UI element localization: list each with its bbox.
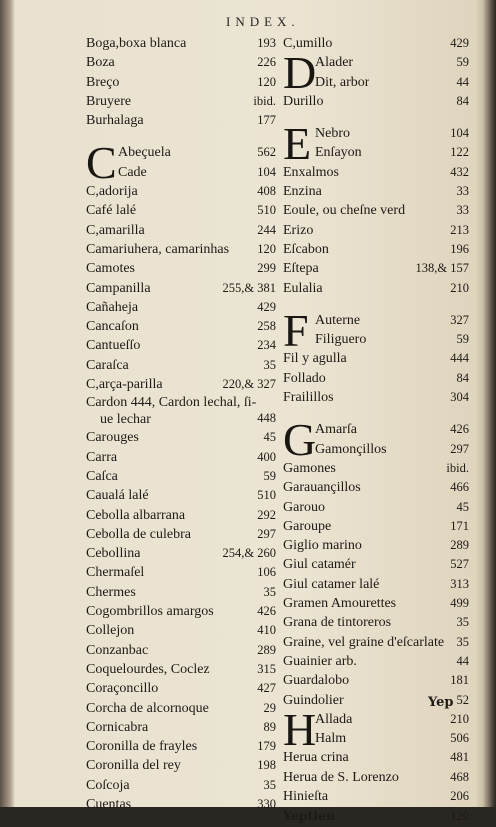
index-entry (86, 92, 276, 111)
entry-term: Coraçoncillo (86, 681, 159, 697)
entry-term: Cancaſon (86, 319, 139, 335)
index-entry (86, 756, 276, 775)
index-entry (283, 613, 469, 632)
entry-term: Halm (315, 731, 347, 747)
index-entry (86, 699, 276, 718)
entry-page-number: 315 (257, 661, 276, 676)
entry-page-number: 499 (450, 596, 469, 611)
index-entry (283, 671, 469, 690)
entry-page-number: 106 (257, 565, 276, 580)
entry-page-number: 84 (456, 370, 469, 385)
initial-letter-group (283, 118, 469, 170)
index-entry (86, 356, 276, 375)
entry-term: Giul catamér (283, 557, 356, 573)
entry-page-number: 89 (263, 719, 276, 734)
entry-page-number: 304 (450, 390, 469, 405)
entry-term: Eulalia (283, 280, 323, 296)
entry-page-number: 400 (257, 449, 276, 464)
entry-term: Cuentas (86, 796, 132, 812)
entry-term: Eſcabon (283, 241, 329, 257)
entry-page-number: 29 (263, 700, 276, 715)
index-entry (86, 563, 276, 582)
entry-term: Cade (118, 164, 147, 180)
entry-page-number: 138,& 157 (415, 261, 469, 276)
entry-term: Auterne (315, 312, 361, 328)
index-entry (283, 201, 469, 220)
entry-term: C,amarilla (86, 222, 145, 238)
index-entry (86, 221, 276, 240)
index-entry (283, 555, 469, 574)
entry-page-number: 432 (450, 164, 469, 179)
entry-term: Guindolier (283, 692, 344, 708)
book-spine-shadow (0, 0, 14, 807)
entry-term: Garauançillos (283, 480, 361, 496)
index-entry (283, 478, 469, 497)
entry-term: Coronilla de frayles (86, 739, 198, 755)
entry-term: Cebolla de culebra (86, 526, 191, 542)
entry-page-number: 327 (450, 312, 469, 327)
index-entry (283, 652, 469, 671)
entry-term: Breço (86, 74, 120, 90)
entry-page-number: 255,& 381 (222, 280, 276, 295)
index-entry (283, 806, 469, 825)
entry-term: Conzanbac (86, 642, 149, 658)
index-entry (86, 660, 276, 679)
entry-term: Cornicabra (86, 719, 149, 735)
entry-term: Corcha de alcornoque (86, 700, 209, 716)
entry-page-number: 292 (257, 507, 276, 522)
entry-page-number: 181 (450, 673, 469, 688)
index-entry (86, 795, 276, 814)
entry-page-number: 120 (257, 241, 276, 256)
index-entry (283, 388, 469, 407)
entry-term: Chermes (86, 584, 136, 600)
entry-term: Cañaheja (86, 299, 139, 315)
entry-page-number: 210 (450, 280, 469, 295)
entry-term: Giul catamer lalé (283, 576, 380, 592)
entry-term: Herua de S. Lorenzo (283, 769, 399, 785)
index-entry (283, 633, 469, 652)
index-entry (283, 440, 469, 459)
entry-page-number: 35 (456, 615, 469, 630)
initial-letter-group (283, 703, 469, 755)
entry-term: Bruyere (86, 93, 132, 109)
index-entry (283, 536, 469, 555)
index-entry (283, 349, 469, 368)
entry-term: Carra (86, 449, 118, 465)
entry-page-number: 289 (450, 538, 469, 553)
initial-letter-group (283, 414, 469, 466)
entry-page-number: 448 (257, 411, 276, 426)
index-entry (86, 336, 276, 355)
index-entry (283, 748, 469, 767)
entry-term: Boga,boxa blanca (86, 36, 187, 51)
entry-page-number: 426 (450, 422, 469, 437)
entry-page-number: 59 (263, 468, 276, 483)
entry-page-number: 444 (450, 351, 469, 366)
entry-term: Enſayon (315, 145, 362, 161)
index-entry (283, 498, 469, 517)
index-entry (86, 641, 276, 660)
entry-term: Abeçuela (118, 145, 171, 161)
entry-term: Garouo (283, 499, 325, 515)
index-entry (283, 311, 469, 330)
entry-term: Allada (315, 711, 353, 727)
entry-term: Café lalé (86, 203, 137, 219)
index-entry (86, 111, 276, 130)
index-entry (283, 459, 469, 478)
entry-term: Boza (86, 55, 115, 71)
entry-page-number: 196 (450, 241, 469, 256)
index-entry (86, 34, 276, 53)
entry-term: Cogombrillos amargos (86, 604, 214, 620)
entry-term: Alader (315, 55, 354, 71)
entry-term: Camotes (86, 261, 135, 277)
index-entry (86, 182, 276, 201)
index-entry (86, 525, 276, 544)
entry-term: Enzina (283, 184, 322, 200)
entry-page-number: 313 (450, 576, 469, 591)
entry-page-number: 410 (257, 623, 276, 638)
entry-page-number: 481 (450, 750, 469, 765)
entry-page-number: 171 (450, 518, 469, 533)
index-entry (86, 679, 276, 698)
index-entry (86, 298, 276, 317)
entry-page-number: 33 (456, 184, 469, 199)
index-entry (86, 240, 276, 259)
entry-term: Follado (283, 370, 326, 386)
entry-page-number: 45 (456, 499, 469, 514)
entry-page-number: 289 (257, 642, 276, 657)
entry-term: Guainier arb. (283, 653, 357, 669)
entry-page-number: 198 (257, 758, 276, 773)
entry-term: Durillo (283, 93, 324, 109)
entry-term: Coquelourdes, Coclez (86, 661, 210, 677)
initial-letter-group (86, 137, 276, 189)
index-entry (86, 583, 276, 602)
entry-term: Graine, vel graine d'eſcarlate (283, 634, 445, 650)
entry-term-continuation: ue lechar (100, 412, 151, 428)
entry-page-number: 510 (257, 488, 276, 503)
entry-page-number: 426 (257, 604, 276, 619)
index-entry (283, 420, 469, 439)
entry-page-number: 429 (450, 36, 469, 50)
index-entry (86, 428, 276, 447)
index-entry (86, 53, 276, 72)
entry-page-number: 330 (257, 796, 276, 811)
index-entry (86, 201, 276, 220)
entry-term: Eſtepa (283, 261, 319, 277)
entry-page-number: 468 (450, 769, 469, 784)
entry-term: Gamonçillos (315, 441, 387, 457)
index-entry (283, 575, 469, 594)
entry-page-number: 193 (257, 36, 276, 50)
entry-page-number: 510 (257, 203, 276, 218)
entry-term: Giglio marino (283, 538, 362, 554)
drop-initial-letter: G (283, 414, 317, 466)
entry-term: Fil y agulla (283, 351, 347, 367)
entry-term: Gamones (283, 460, 336, 476)
index-entry (86, 544, 276, 563)
initial-letter-group (283, 304, 469, 356)
entry-page-number: 35 (263, 357, 276, 372)
index-entry (86, 259, 276, 278)
entry-term: Campanilla (86, 280, 151, 296)
entry-term: Guardalobo (283, 673, 350, 689)
drop-initial-letter: C (86, 137, 117, 189)
entry-page-number: 297 (450, 441, 469, 456)
entry-page-number: 104 (450, 126, 469, 141)
index-entry (283, 124, 469, 143)
index-entry (283, 768, 469, 787)
entry-page-number: 120 (450, 809, 469, 824)
index-entry (283, 163, 469, 182)
entry-term: C,umillo (283, 36, 333, 51)
index-entry (283, 143, 469, 162)
index-entry (283, 182, 469, 201)
index-entry (86, 718, 276, 737)
entry-term: Gramen Amourettes (283, 596, 397, 612)
entry-page-number: 59 (456, 332, 469, 347)
entry-term: Cebolla albarrana (86, 507, 186, 523)
entry-term: Hinieſta (283, 788, 329, 804)
entry-term: Enxalmos (283, 164, 339, 180)
entry-page-number: 226 (257, 55, 276, 70)
entry-page-number: 120 (257, 74, 276, 89)
entry-term: Burhalaga (86, 113, 144, 129)
drop-initial-letter: D (283, 47, 317, 99)
entry-page-number: 104 (257, 164, 276, 179)
entry-page-number: 466 (450, 480, 469, 495)
index-entry (283, 729, 469, 748)
entry-page-number: 35 (263, 777, 276, 792)
entry-page-number: 258 (257, 319, 276, 334)
index-entry (86, 279, 276, 298)
initial-letter-group (283, 47, 469, 99)
index-entry (283, 53, 469, 72)
entry-page-number: 45 (263, 430, 276, 445)
entry-page-number: 35 (263, 584, 276, 599)
entry-page-number: 527 (450, 557, 469, 572)
entry-page-number: 220,& 327 (222, 377, 276, 392)
index-entry (283, 330, 469, 349)
entry-term: Carouges (86, 430, 139, 446)
entry-term: Cardon 444, Cardon lechal, ſi- (86, 395, 257, 411)
entry-page-number: 254,& 260 (222, 546, 276, 561)
entry-page-number: 206 (450, 788, 469, 803)
index-entry (283, 787, 469, 806)
index-entry (283, 92, 469, 111)
entry-term: Dit, arbor (315, 74, 370, 90)
entry-page-number: 59 (456, 55, 469, 70)
entry-page-number: 297 (257, 526, 276, 541)
entry-term: C,adorija (86, 184, 138, 200)
entry-term: Coſcoja (86, 777, 130, 793)
entry-page-number: 44 (456, 653, 469, 668)
index-entry (283, 517, 469, 536)
entry-term: Camariuhera, camarinhas (86, 241, 230, 257)
index-entry (86, 73, 276, 92)
index-entry (283, 369, 469, 388)
entry-term: Herua crina (283, 750, 349, 766)
entry-page-number: 122 (450, 145, 469, 160)
entry-page-number: 213 (450, 222, 469, 237)
index-entry (86, 163, 276, 182)
entry-page-number: 44 (456, 74, 469, 89)
index-entry (283, 259, 469, 278)
entry-term: Frailillos (283, 390, 334, 406)
page-edge-shadow (474, 0, 496, 807)
index-entry (283, 221, 469, 240)
entry-page-number: 427 (257, 681, 276, 696)
entry-term: Cantueſſo (86, 338, 141, 354)
index-entry (86, 776, 276, 795)
entry-page-number: 33 (456, 203, 469, 218)
index-entry (283, 240, 469, 259)
index-column-left (86, 34, 276, 814)
entry-term: Grana de tintoreros (283, 615, 392, 631)
index-entry (86, 143, 276, 162)
index-entry (283, 594, 469, 613)
drop-initial-letter: F (283, 304, 309, 356)
index-entry (86, 602, 276, 621)
entry-page-number: 84 (456, 93, 469, 108)
entry-page-number: 429 (257, 299, 276, 314)
entry-page-number: 210 (450, 711, 469, 726)
entry-page-number: 234 (257, 338, 276, 353)
entry-page-number: 408 (257, 184, 276, 199)
entry-page-number: 244 (257, 222, 276, 237)
entry-term: Yeptien (283, 808, 336, 824)
index-entry (86, 737, 276, 756)
catchword: Yep (428, 695, 454, 710)
page-header: INDEX. (226, 14, 300, 29)
entry-page-number: ibid. (446, 460, 469, 475)
entry-term: Erizo (283, 222, 314, 238)
index-entry (283, 710, 469, 729)
index-entry (86, 317, 276, 336)
index-entry (86, 394, 276, 428)
entry-page-number: 35 (456, 634, 469, 649)
drop-initial-letter: E (283, 118, 312, 170)
entry-term: Eoule, ou cheſne verd (283, 203, 406, 219)
entry-term: C,arça-parilla (86, 377, 163, 393)
entry-term: Coronilla del rey (86, 758, 181, 774)
entry-term: Collejon (86, 623, 135, 639)
entry-term: Cebollina (86, 546, 141, 562)
entry-term: Caualá lalé (86, 488, 149, 504)
section-gap (283, 298, 469, 311)
entry-term: Filiguero (315, 332, 367, 348)
entry-page-number: 179 (257, 739, 276, 754)
index-entry (86, 486, 276, 505)
drop-initial-letter: H (283, 703, 317, 755)
entry-page-number: ibid. (253, 93, 276, 108)
entry-term: Chermaſel (86, 565, 145, 581)
index-entry (86, 467, 276, 486)
entry-term: Caraſca (86, 357, 129, 373)
entry-term: Garoupe (283, 518, 332, 534)
index-entry (86, 448, 276, 467)
index-entry (283, 73, 469, 92)
index-entry (86, 621, 276, 640)
index-entry (86, 506, 276, 525)
entry-page-number: 562 (257, 145, 276, 160)
entry-page-number: 52 (456, 692, 469, 707)
entry-term: Nebro (315, 126, 350, 142)
index-entry (283, 279, 469, 298)
index-entry (86, 375, 276, 394)
entry-term: Amarſa (315, 422, 357, 438)
entry-term: Caſca (86, 468, 118, 484)
entry-page-number: 177 (257, 113, 276, 128)
entry-page-number: 506 (450, 731, 469, 746)
entry-page-number: 299 (257, 261, 276, 276)
